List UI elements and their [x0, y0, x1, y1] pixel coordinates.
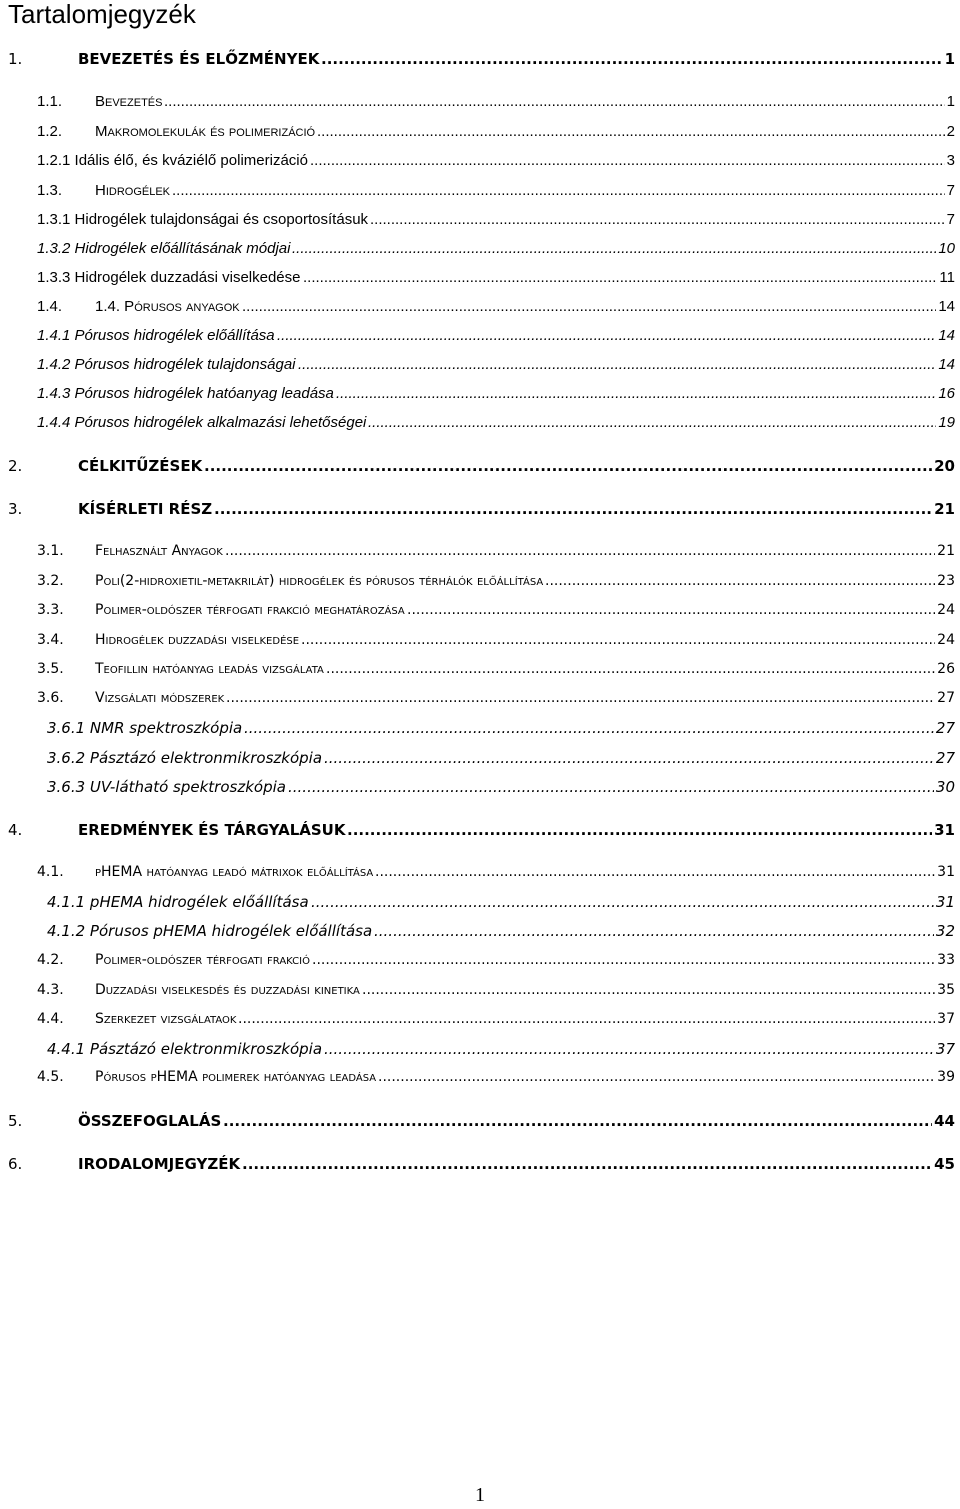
toc-dot-leader: [164, 93, 945, 110]
toc-entry[interactable]: [0, 893, 960, 915]
toc-entry-title: Felhasznált Anyagok: [95, 543, 223, 559]
toc-dot-leader: [204, 457, 932, 475]
toc-entry-page: 27: [935, 719, 955, 737]
toc-entry-page: 16: [938, 385, 955, 402]
toc-entry[interactable]: [0, 414, 960, 436]
toc-entry[interactable]: [0, 50, 960, 72]
toc-entry-title: Polimer-oldószer térfogati frakció meghatározása: [95, 602, 405, 618]
toc-entry-page: 14: [938, 356, 955, 373]
toc-entry-title: 4.1.1 pHEMA hidrogélek előállítása: [47, 893, 309, 911]
toc-entry[interactable]: [0, 821, 960, 843]
toc-entry[interactable]: [0, 182, 960, 204]
toc-entry[interactable]: [0, 152, 960, 174]
toc-entry-page: 31: [937, 864, 955, 880]
toc-entry[interactable]: [0, 1011, 960, 1033]
toc-dot-leader: [288, 778, 934, 796]
toc-dot-leader: [223, 1112, 932, 1130]
toc-entry[interactable]: [0, 123, 960, 145]
toc-entry[interactable]: [0, 749, 960, 771]
toc-entry-title: 1.4.3 Pórusos hidrogélek hatóanyag leadása: [37, 385, 334, 402]
toc-entry-page: 31: [935, 893, 955, 911]
toc-entry[interactable]: [0, 922, 960, 944]
toc-entry-title: 3.6.3 UV-látható spektroszkópia: [47, 778, 286, 796]
toc-entry-page: 32: [935, 922, 955, 940]
toc-dot-leader: [324, 1040, 934, 1058]
toc-dot-leader: [244, 719, 934, 737]
toc-entry[interactable]: [0, 1155, 960, 1177]
toc-entry-title: Hidrogélek duzzadási viselkedése: [95, 632, 300, 648]
toc-entry-number: 4.2.: [37, 952, 64, 968]
toc-entry-page: 31: [934, 821, 955, 839]
toc-entry[interactable]: [0, 500, 960, 522]
toc-dot-leader: [242, 1155, 932, 1173]
toc-dot-leader: [303, 269, 937, 286]
toc-entry-title: pHEMA hatóanyag leadó mátrixok előállítása: [95, 864, 374, 880]
toc-entry[interactable]: [0, 327, 960, 349]
toc-entry-page: 24: [937, 602, 955, 618]
toc-dot-leader: [226, 690, 935, 706]
toc-entry-number: 3.4.: [37, 632, 64, 648]
toc-entry[interactable]: [0, 269, 960, 291]
toc-entry-title: Makromolekulák és polimerizáció: [95, 123, 316, 140]
toc-entry[interactable]: [0, 356, 960, 378]
toc-entry-title: BEVEZETÉS ÉS ELŐZMÉNYEK: [78, 50, 320, 68]
toc-entry-page: 27: [937, 690, 955, 706]
toc-entry-number: 3.2.: [37, 573, 64, 589]
toc-entry-title: Teofillin hatóanyag leadás vizsgálata: [95, 661, 324, 677]
toc-entry[interactable]: [0, 1069, 960, 1091]
toc-entry-title: 3.6.1 NMR spektroszkópia: [47, 719, 243, 737]
toc-entry-page: 21: [934, 500, 955, 518]
toc-entry-page: 37: [937, 1011, 955, 1027]
toc-entry-title: IRODALOMJEGYZÉK: [78, 1155, 241, 1173]
toc-dot-leader: [238, 1011, 935, 1027]
toc-entry-page: 7: [946, 182, 955, 199]
toc-entry-title: Szerkezet vizsgálataok: [95, 1011, 237, 1027]
toc-dot-leader: [375, 864, 935, 880]
toc-entry-number: 1.: [8, 50, 23, 68]
toc-dot-leader: [378, 1069, 935, 1085]
toc-entry[interactable]: [0, 573, 960, 595]
toc-dot-leader: [374, 922, 934, 940]
toc-dot-leader: [311, 893, 934, 911]
toc-entry-title: Poli(2-hidroxietil-metakrilát) hidrogélek és pórusos térhálók előállítása: [95, 573, 544, 589]
toc-dot-leader: [242, 298, 936, 315]
toc-entry-number: 6.: [8, 1155, 23, 1173]
toc-entry[interactable]: [0, 211, 960, 233]
toc-entry-page: 19: [938, 414, 955, 431]
toc-entry[interactable]: [0, 690, 960, 712]
toc-entry-number: 4.3.: [37, 982, 64, 998]
page-number: 1: [475, 1484, 485, 1506]
toc-entry-number: 4.4.: [37, 1011, 64, 1027]
toc-entry[interactable]: [0, 982, 960, 1004]
toc-entry-number: 1.3.: [37, 182, 63, 199]
toc-entry-page: 44: [934, 1112, 955, 1130]
toc-entry-title: 1.4.2 Pórusos hidrogélek tulajdonságai: [37, 356, 296, 373]
toc-entry[interactable]: [0, 602, 960, 624]
toc-entry-page: 1: [944, 50, 955, 68]
toc-dot-leader: [347, 821, 932, 839]
toc-dot-leader: [301, 632, 935, 648]
toc-entry-title: KÍSÉRLETI RÉSZ: [78, 500, 213, 518]
toc-entry-number: 5.: [8, 1112, 23, 1130]
toc-dot-leader: [545, 573, 935, 589]
toc-entry-page: 20: [934, 457, 955, 475]
toc-entry-title: Hidrogélek: [95, 182, 171, 199]
toc-entry-number: 1.2.: [37, 123, 63, 140]
toc-entry-page: 30: [935, 778, 955, 796]
toc-entry[interactable]: [0, 1112, 960, 1134]
toc-entry-title: 3.6.2 Pásztázó elektronmikroszkópia: [47, 749, 323, 767]
toc-dot-leader: [172, 182, 945, 199]
toc-dot-leader: [370, 211, 945, 228]
toc-entry-number: 3.6.: [37, 690, 64, 706]
toc-entry-title: 1.3.2 Hidrogélek előállításának módjai: [37, 240, 291, 257]
toc-entry-number: 4.1.: [37, 864, 64, 880]
toc-entry-title: Polimer-oldószer térfogati frakció: [95, 952, 310, 968]
toc-entry-page: 1: [946, 93, 955, 110]
toc-entry-title: 1.3.3 Hidrogélek duzzadási viselkedése: [37, 269, 301, 286]
toc-dot-leader: [312, 952, 935, 968]
toc-entry-page: 45: [934, 1155, 955, 1173]
toc-entry[interactable]: [0, 240, 960, 262]
toc-entry-number: 3.3.: [37, 602, 64, 618]
toc-entry-title: 1.4.4 Pórusos hidrogélek alkalmazási lehetőségei: [37, 414, 367, 431]
toc-dot-leader: [298, 356, 936, 373]
toc-entry-page: 27: [935, 749, 955, 767]
toc-entry-title: CÉLKITŰZÉSEK: [78, 457, 203, 475]
toc-entry-page: 23: [937, 573, 955, 589]
toc-dot-leader: [362, 982, 935, 998]
toc-entry[interactable]: [0, 385, 960, 407]
toc-entry-title: Vizsgálati módszerek: [95, 690, 225, 706]
toc-dot-leader: [317, 123, 945, 140]
toc-title: Tartalomjegyzék: [8, 0, 196, 29]
toc-entry-title: 1.2.1 Idális élő, és kváziélő polimerizáció: [37, 152, 308, 169]
toc-entry-title: Duzzadási viselkesdés és duzzadási kinetika: [95, 982, 360, 998]
toc-dot-leader: [336, 385, 936, 402]
toc-entry-page: 7: [946, 211, 955, 228]
toc-entry[interactable]: [0, 457, 960, 479]
toc-entry-title: 4.1.2 Pórusos pHEMA hidrogélek előállítása: [47, 922, 373, 940]
toc-dot-leader: [368, 414, 936, 431]
toc-entry[interactable]: [0, 661, 960, 683]
toc-entry[interactable]: [0, 1040, 960, 1062]
toc-entry-number: 4.5.: [37, 1069, 64, 1085]
toc-dot-leader: [407, 602, 935, 618]
toc-entry-title: Bevezetés: [95, 93, 163, 110]
toc-entry[interactable]: [0, 632, 960, 654]
toc-entry-page: 21: [937, 543, 955, 559]
toc-dot-leader: [214, 500, 932, 518]
toc-entry-title: 4.4.1 Pásztázó elektronmikroszkópia: [47, 1040, 323, 1058]
toc-entry-page: 11: [939, 269, 955, 286]
toc-entry-page: 39: [937, 1069, 955, 1085]
toc-dot-leader: [225, 543, 935, 559]
toc-entry-page: 24: [937, 632, 955, 648]
toc-dot-leader: [324, 749, 934, 767]
toc-entry[interactable]: [0, 93, 960, 115]
toc-dot-leader: [277, 327, 936, 344]
toc-entry[interactable]: [0, 952, 960, 974]
toc-entry-title: 1.3.1 Hidrogélek tulajdonságai és csoportosításuk: [37, 211, 369, 228]
toc-entry-page: 14: [938, 298, 955, 315]
toc-entry-title: 1.4.1 Pórusos hidrogélek előállítása: [37, 327, 275, 344]
toc-entry[interactable]: [0, 298, 960, 320]
toc-entry-page: 37: [935, 1040, 955, 1058]
toc-entry-page: 26: [937, 661, 955, 677]
toc-entry-number: 1.4.: [37, 298, 63, 315]
toc-entry-number: 3.: [8, 500, 23, 518]
toc-entry-title: ÖSSZEFOGLALÁS: [78, 1112, 222, 1130]
toc-entry-title: Pórusos pHEMA polimerek hatóanyag leadása: [95, 1069, 377, 1085]
toc-entry-number: 4.: [8, 821, 23, 839]
toc-entry-number: 3.1.: [37, 543, 64, 559]
toc-entry-page: 35: [937, 982, 955, 998]
toc-entry-number: 1.1.: [37, 93, 63, 110]
toc-entry-page: 33: [937, 952, 955, 968]
toc-entry-number: 2.: [8, 457, 23, 475]
toc-dot-leader: [321, 50, 943, 68]
toc-entry-number: 3.5.: [37, 661, 64, 677]
toc-entry-title: 1.4. Pórusos anyagok: [95, 298, 240, 315]
toc-entry-title: EREDMÉNYEK ÉS TÁRGYALÁSUK: [78, 821, 346, 839]
toc-entry-page: 10: [938, 240, 955, 257]
toc-entry[interactable]: [0, 543, 960, 565]
toc-dot-leader: [326, 661, 935, 677]
toc-entry[interactable]: [0, 864, 960, 886]
toc-entry-page: 3: [946, 152, 955, 169]
toc-dot-leader: [310, 152, 945, 169]
toc-entry[interactable]: [0, 778, 960, 800]
toc-entry-page: 2: [946, 123, 955, 140]
toc-entry-page: 14: [938, 327, 955, 344]
toc-entry[interactable]: [0, 719, 960, 741]
toc-dot-leader: [292, 240, 936, 257]
